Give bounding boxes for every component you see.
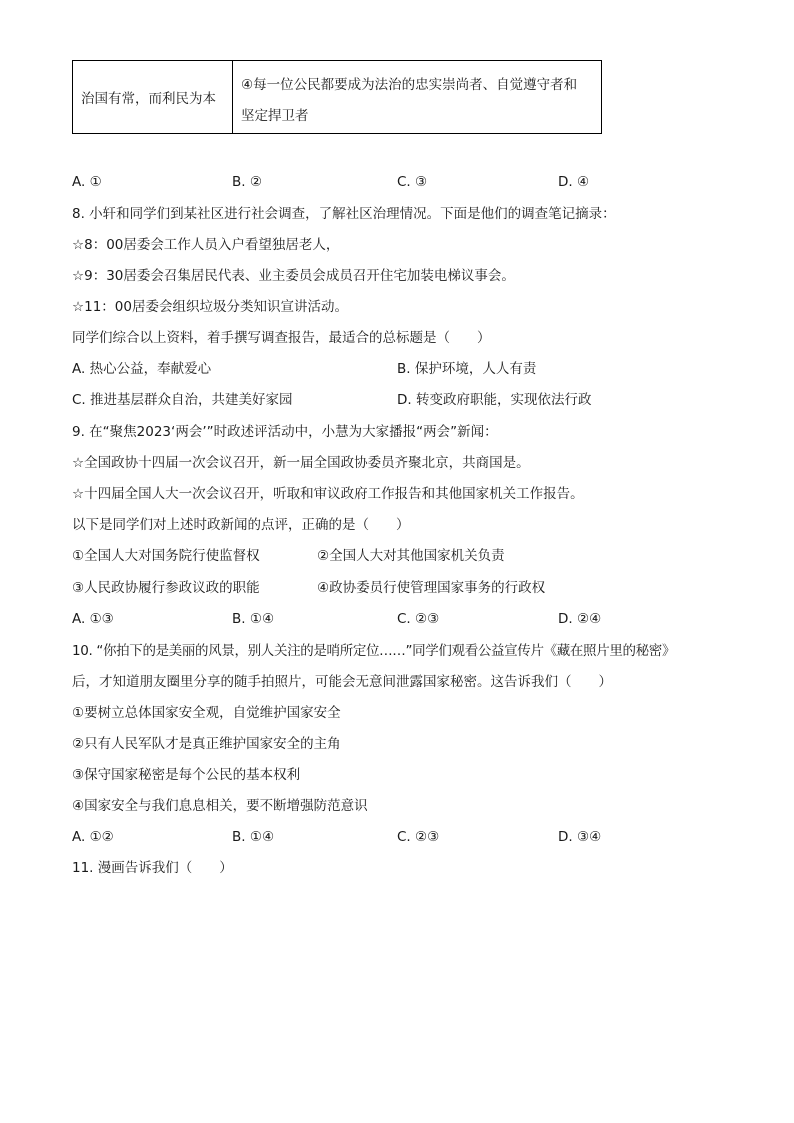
q9-option-b: B. ①④ bbox=[232, 611, 275, 627]
q7-option-b: B. ② bbox=[232, 174, 262, 190]
q9-option-c: C. ②③ bbox=[397, 611, 440, 627]
table-cell-right bbox=[233, 61, 601, 133]
q8-note-1: ☆8：00居委会工作人员入户看望独居老人， bbox=[72, 237, 340, 253]
q9-note-2: ☆十四届全国人大一次会议召开，听取和审议政府工作报告和其他国家机关工作报告。 bbox=[72, 486, 584, 502]
q10-option-a: A. ①② bbox=[72, 829, 114, 845]
q10-statement-2: ②只有人民军队才是真正维护国家安全的主角 bbox=[72, 736, 341, 752]
q10-option-d: D. ③④ bbox=[558, 829, 602, 845]
q8-note-2: ☆9：30居委会召集居民代表、业主委员会成员召开住宅加装电梯议事会。 bbox=[72, 268, 515, 284]
q10-option-b: B. ①④ bbox=[232, 829, 275, 845]
question-table bbox=[72, 60, 602, 134]
q7-option-a: A. ① bbox=[72, 174, 102, 190]
q9-note-1: ☆全国政协十四届一次会议召开，新一届全国政协委员齐聚北京，共商国是。 bbox=[72, 455, 530, 471]
q9-statement-3: ③人民政协履行参政议政的职能 bbox=[72, 580, 260, 596]
table-cell-right-line2: 坚定捍卫者 bbox=[241, 108, 309, 124]
q8-note-3: ☆11：00居委会组织垃圾分类知识宣讲活动。 bbox=[72, 299, 348, 315]
q8-stem: 8. 小轩和同学们到某社区进行社会调查，了解社区治理情况。下面是他们的调查笔记摘录： bbox=[72, 206, 616, 222]
q9-stem: 9. 在“聚焦2023‘两会’”时政述评活动中，小慧为大家播报“两会”新闻： bbox=[72, 424, 498, 440]
q8-option-d: D. 转变政府职能，实现依法行政 bbox=[397, 392, 592, 408]
q10-statement-1: ①要树立总体国家安全观，自觉维护国家安全 bbox=[72, 705, 341, 721]
q10-stem-line2: 后，才知道朋友圈里分享的随手拍照片，可能会无意间泄露国家秘密。这告诉我们（ ） bbox=[72, 674, 612, 690]
q10-option-c: C. ②③ bbox=[397, 829, 440, 845]
q7-option-c: C. ③ bbox=[397, 174, 428, 190]
table-cell-left: 治国有常，而利民为本 bbox=[73, 61, 233, 133]
q9-statement-2: ②全国人大对其他国家机关负责 bbox=[317, 548, 505, 564]
q10-statement-4: ④国家安全与我们息息相关，要不断增强防范意识 bbox=[72, 798, 368, 814]
q8-option-b: B. 保护环境，人人有责 bbox=[397, 361, 537, 377]
q10-stem-line1: 10. “你拍下的是美丽的风景，别人关注的是哨所定位……”同学们观看公益宣传片《藏在照片里的秘密》 bbox=[72, 643, 676, 659]
q8-question: 同学们综合以上资料，着手撰写调查报告，最适合的总标题是（ ） bbox=[72, 330, 491, 346]
table-cell-right-line1: ④每一位公民都要成为法治的忠实崇尚者、自觉遵守者和 bbox=[241, 77, 578, 93]
q8-option-c: C. 推进基层群众自治，共建美好家园 bbox=[72, 392, 293, 408]
q10-statement-3: ③保守国家秘密是每个公民的基本权利 bbox=[72, 767, 301, 783]
q8-option-a: A. 热心公益，奉献爱心 bbox=[72, 361, 212, 377]
q9-question: 以下是同学们对上述时政新闻的点评，正确的是（ ） bbox=[72, 517, 410, 533]
q11-stem: 11. 漫画告诉我们（ ） bbox=[72, 860, 233, 876]
q9-option-a: A. ①③ bbox=[72, 611, 114, 627]
q7-option-d: D. ④ bbox=[558, 174, 590, 190]
q9-statement-1: ①全国人大对国务院行使监督权 bbox=[72, 548, 260, 564]
q9-option-d: D. ②④ bbox=[558, 611, 602, 627]
q9-statement-4: ④政协委员行使管理国家事务的行政权 bbox=[317, 580, 546, 596]
